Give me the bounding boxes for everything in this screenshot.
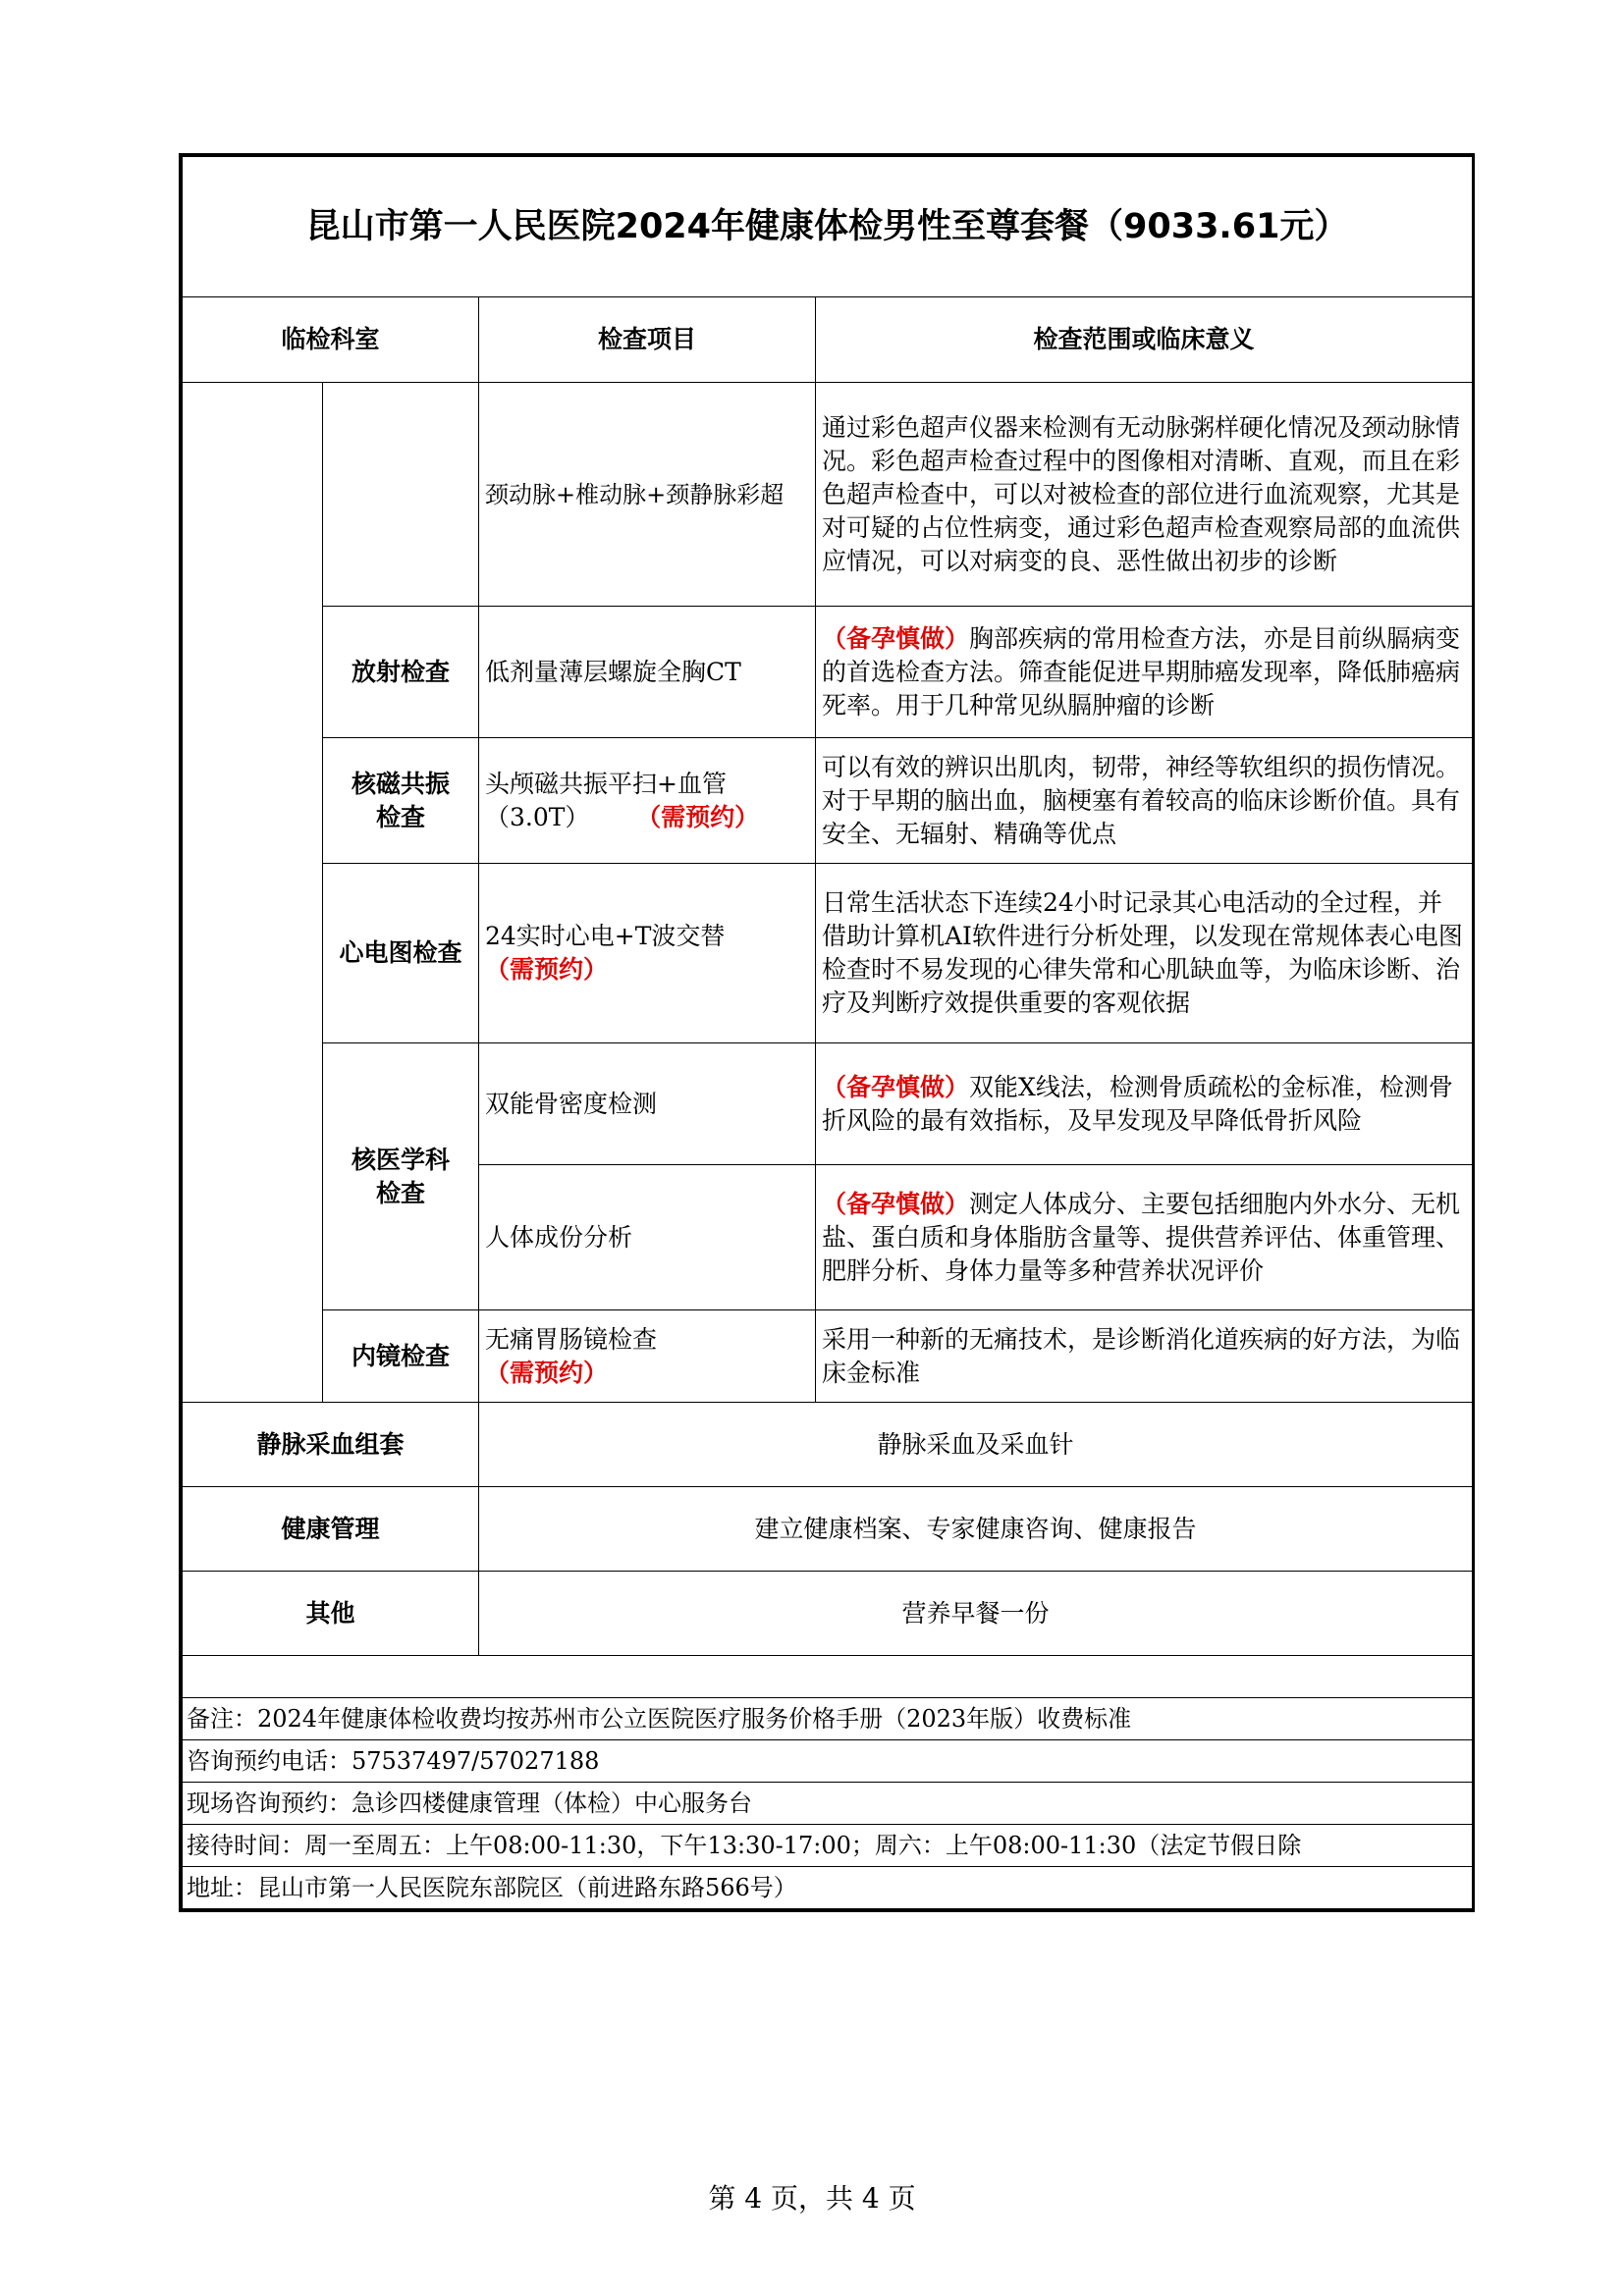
desc-text: 胸部疾病的常用检查方法，亦是目前纵膈病变的首选检查方法。筛查能促进早期肺癌发现率，降低肺癌病死率。用于几种常见纵膈肿瘤的诊断 — [822, 623, 1461, 720]
dept-cell: 健康管理 — [183, 1487, 479, 1572]
dept-cell: 放射检查 — [323, 607, 479, 738]
dept-cell: 内镜检查 — [323, 1310, 479, 1403]
content-cell: 静脉采血及采血针 — [479, 1403, 1473, 1487]
desc-cell — [816, 1043, 1473, 1165]
page-footer: 第 4 页，共 4 页 — [708, 2182, 916, 2215]
note-phone: 咨询预约电话：57537497/57027188 — [183, 1740, 1473, 1783]
item-cell: 双能骨密度检测 — [479, 1043, 816, 1165]
note-row — [183, 1740, 1473, 1783]
item-cell — [479, 864, 816, 1043]
desc-cell: 日常生活状态下连续24小时记录其心电活动的全过程，并借助计算机AI软件进行分析处理，以发现在常规体表心电图检查时不易发现的心律失常和心肌缺血等，为临床诊断、治疗及判断疗效提供重要的客观依据 — [816, 864, 1473, 1043]
note-remark: 备注：2024年健康体检收费均按苏州市公立医院医疗服务价格手册（2023年版）收费标准 — [183, 1698, 1473, 1740]
dept-group-blank — [183, 383, 323, 1403]
table-row — [183, 1572, 1473, 1656]
content-cell: 营养早餐一份 — [479, 1572, 1473, 1656]
desc-cell: 采用一种新的无痛技术，是诊断消化道疾病的好方法，为临床金标准 — [816, 1310, 1473, 1403]
content-cell: 建立健康档案、专家健康咨询、健康报告 — [479, 1487, 1473, 1572]
pregnancy-caution-tag: （备孕慎做） — [822, 623, 970, 653]
note-row — [183, 1867, 1473, 1909]
item-cell: 低剂量薄层螺旋全胸CT — [479, 607, 816, 738]
note-onsite: 现场咨询预约：急诊四楼健康管理（体检）中心服务台 — [183, 1783, 1473, 1825]
page-title: 昆山市第一人民医院2024年健康体检男性至尊套餐（9033.61元） — [183, 157, 1473, 297]
item-cell: 人体成份分析 — [479, 1165, 816, 1310]
item-text: 无痛胃肠镜检查 — [485, 1324, 658, 1354]
dept-cell: 静脉采血组套 — [183, 1403, 479, 1487]
dept-cell — [323, 383, 479, 607]
item-text: 24实时心电+T波交替 — [485, 922, 726, 950]
header-dept: 临检科室 — [183, 297, 479, 383]
package-table — [182, 156, 1473, 1909]
desc-cell — [816, 1165, 1473, 1310]
note-row — [183, 1698, 1473, 1740]
desc-text: 双能X线法，检测骨质疏松的金标准，检测骨折风险的最有效指标，及早发现及早降低骨折风险 — [822, 1072, 1453, 1135]
header-item: 检查项目 — [479, 297, 816, 383]
desc-cell: 通过彩色超声仪器来检测有无动脉粥样硬化情况及颈动脉情况。彩色超声检查过程中的图像相对清晰、直观，而且在彩色超声检查中，可以对被检查的部位进行血流观察，尤其是对可疑的占位性病变，通过彩色超声检查观察局部的血流供应情况，可以对病变的良、恶性做出初步的诊断 — [816, 383, 1473, 607]
pregnancy-caution-tag: （备孕慎做） — [822, 1189, 970, 1218]
pregnancy-caution-tag: （备孕慎做） — [822, 1072, 970, 1101]
appointment-required-tag: （需预约） — [485, 955, 609, 984]
dept-cell: 核医学科检查 — [323, 1043, 479, 1310]
table-row — [183, 1043, 1473, 1165]
table-row — [183, 1487, 1473, 1572]
package-table-container — [179, 153, 1475, 1912]
blank-row — [183, 1656, 1473, 1698]
table-row — [183, 1310, 1473, 1403]
table-row — [183, 864, 1473, 1043]
dept-cell: 核磁共振检查 — [323, 738, 479, 864]
dept-cell: 心电图检查 — [323, 864, 479, 1043]
item-cell — [479, 1310, 816, 1403]
note-address: 地址：昆山市第一人民医院东部院区（前进路东路566号） — [183, 1867, 1473, 1909]
appointment-required-tag: （需预约） — [636, 802, 760, 831]
desc-cell — [816, 607, 1473, 738]
note-row — [183, 1825, 1473, 1867]
appointment-required-tag: （需预约） — [485, 1358, 609, 1387]
header-desc: 检查范围或临床意义 — [816, 297, 1473, 383]
item-cell: 颈动脉+椎动脉+颈静脉彩超 — [479, 383, 816, 607]
desc-text: 测定人体成分、主要包括细胞内外水分、无机盐、蛋白质和身体脂肪含量等、提供营养评估、体重管理、肥胖分析、身体力量等多种营养状况评价 — [822, 1189, 1461, 1285]
note-row — [183, 1783, 1473, 1825]
table-row — [183, 383, 1473, 607]
note-row — [183, 1656, 1473, 1698]
table-row — [183, 607, 1473, 738]
note-hours: 接待时间：周一至周五：上午08:00-11:30，下午13:30-17:00；周六：上午08:00-11:30（法定节假日除 — [183, 1825, 1473, 1867]
table-row — [183, 738, 1473, 864]
item-cell — [479, 738, 816, 864]
dept-cell: 其他 — [183, 1572, 479, 1656]
table-row — [183, 1403, 1473, 1487]
item-text: 头颅磁共振平扫+血管（3.0T） — [485, 769, 727, 831]
desc-cell: 可以有效的辨识出肌肉，韧带，神经等软组织的损伤情况。对于早期的脑出血，脑梗塞有着较高的临床诊断价值。具有安全、无辐射、精确等优点 — [816, 738, 1473, 864]
